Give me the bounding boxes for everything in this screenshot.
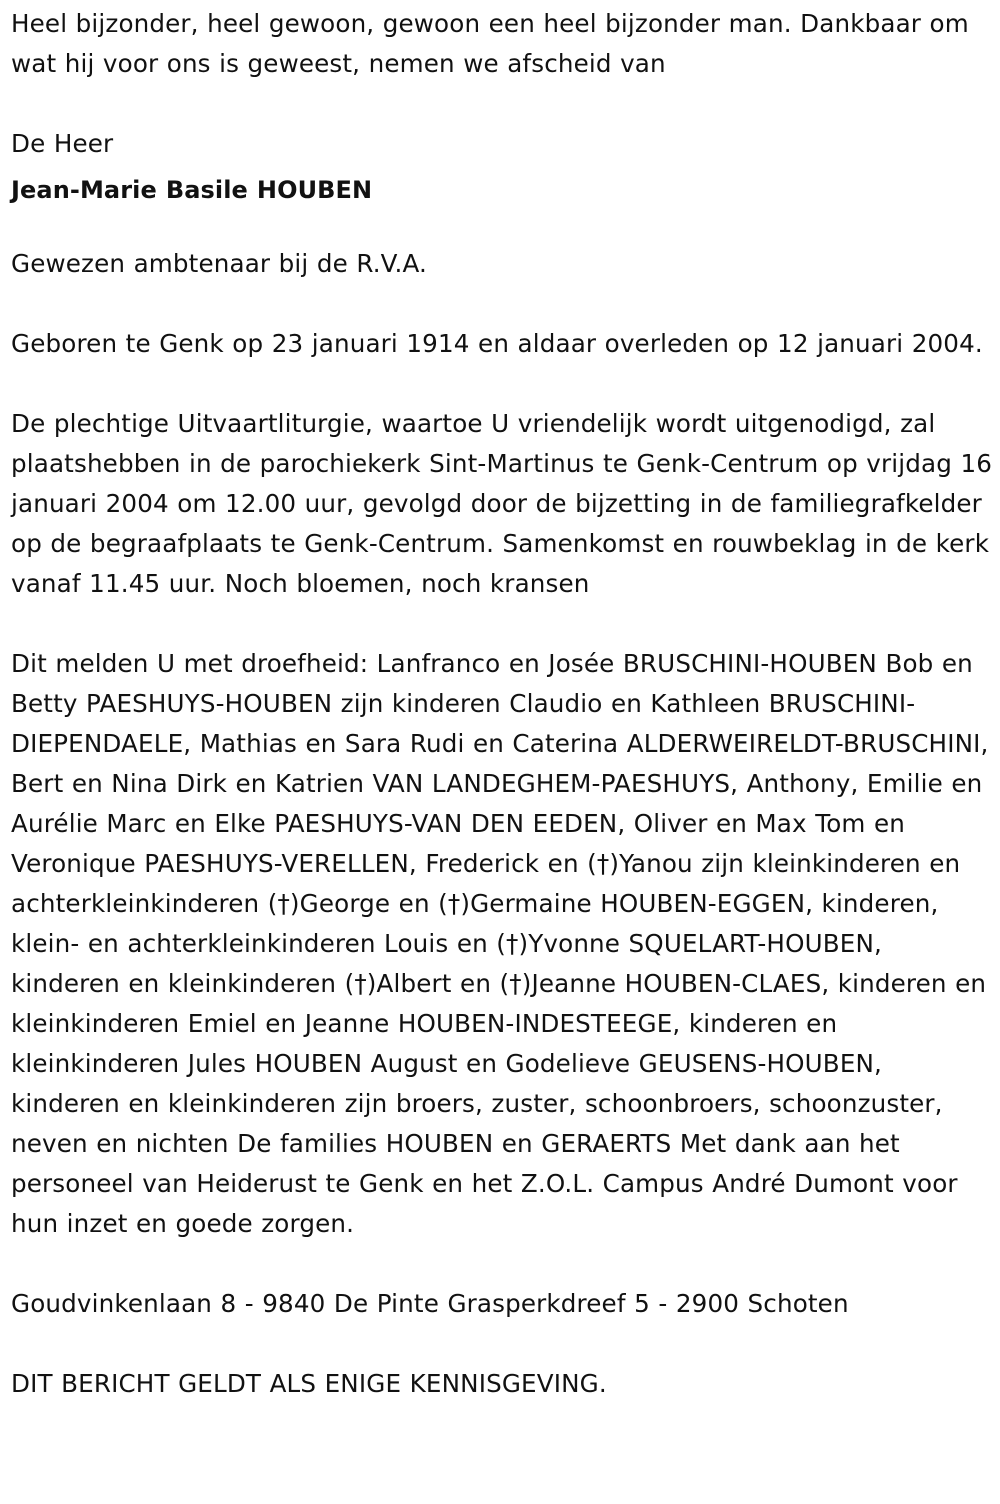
closing-statement: DIT BERICHT GELDT ALS ENIGE KENNISGEVING. bbox=[11, 1369, 607, 1398]
funeral-paragraph: De plechtige Uitvaartliturgie, waartoe U vriendelijk wordt uitgenodigd, zal plaatshebben in de parochiekerk Sint-Martinus te Genk-Centrum op vrijdag 16 januari 2004 om 12.00 uur, gevolgd door de bijzetting in de familiegrafkelder op de begraafplaats te Genk-Centrum. Samenkomst en rouwbeklag in de kerk vanaf 11.45 uur. Noch bloemen, noch kransen bbox=[11, 409, 993, 598]
intro-paragraph: Heel bijzonder, heel gewoon, gewoon een heel bijzonder man. Dankbaar om wat hij voor ons is geweest, nemen we afscheid van bbox=[11, 9, 969, 78]
death-notice bbox=[11, 4, 993, 1404]
salutation: De Heer bbox=[11, 129, 114, 158]
occupation: Gewezen ambtenaar bij de R.V.A. bbox=[11, 249, 427, 278]
birth-death-paragraph: Geboren te Genk op 23 januari 1914 en aldaar overleden op 12 januari 2004. bbox=[11, 329, 983, 358]
family-paragraph: Dit melden U met droefheid: Lanfranco en Josée BRUSCHINI-HOUBEN Bob en Betty PAESHUYS-HOUBEN zijn kinderen Claudio en Kathleen BRUSCHINI-DIEPENDAELE, Mathias en Sara Rudi en Caterina ALDERWEIRELDT-BRUSCHINI, Bert en Nina Dirk en Katrien VAN LANDEGHEM-PAESHUYS, Anthony, Emilie en Aurélie Marc en Elke PAESHUYS-VAN DEN EEDEN, Oliver en Max Tom en Veronique PAESHUYS-VERELLEN, Frederick en (†)Yanou zijn kleinkinderen en achterkleinkinderen (†)George en (†)Germaine HOUBEN-EGGEN, kinderen, klein- en achterkleinkinderen Louis en (†)Yvonne SQUELART-HOUBEN, kinderen en kleinkinderen (†)Albert en (†)Jeanne HOUBEN-CLAES, kinderen en kleinkinderen Emiel en Jeanne HOUBEN-INDESTEEGE, kinderen en kleinkinderen Jules HOUBEN August en Godelieve GEUSENS-HOUBEN, kinderen en kleinkinderen zijn broers, zuster, schoonbroers, schoonzuster, neven en nichten De families HOUBEN en GERAERTS Met dank aan het personeel van Heiderust te Genk en het Z.O.L. Campus André Dumont voor hun inzet en goede zorgen. bbox=[11, 649, 989, 1238]
deceased-name: Jean-Marie Basile HOUBEN bbox=[11, 176, 373, 204]
addresses: Goudvinkenlaan 8 - 9840 De Pinte Grasperkdreef 5 - 2900 Schoten bbox=[11, 1289, 849, 1318]
